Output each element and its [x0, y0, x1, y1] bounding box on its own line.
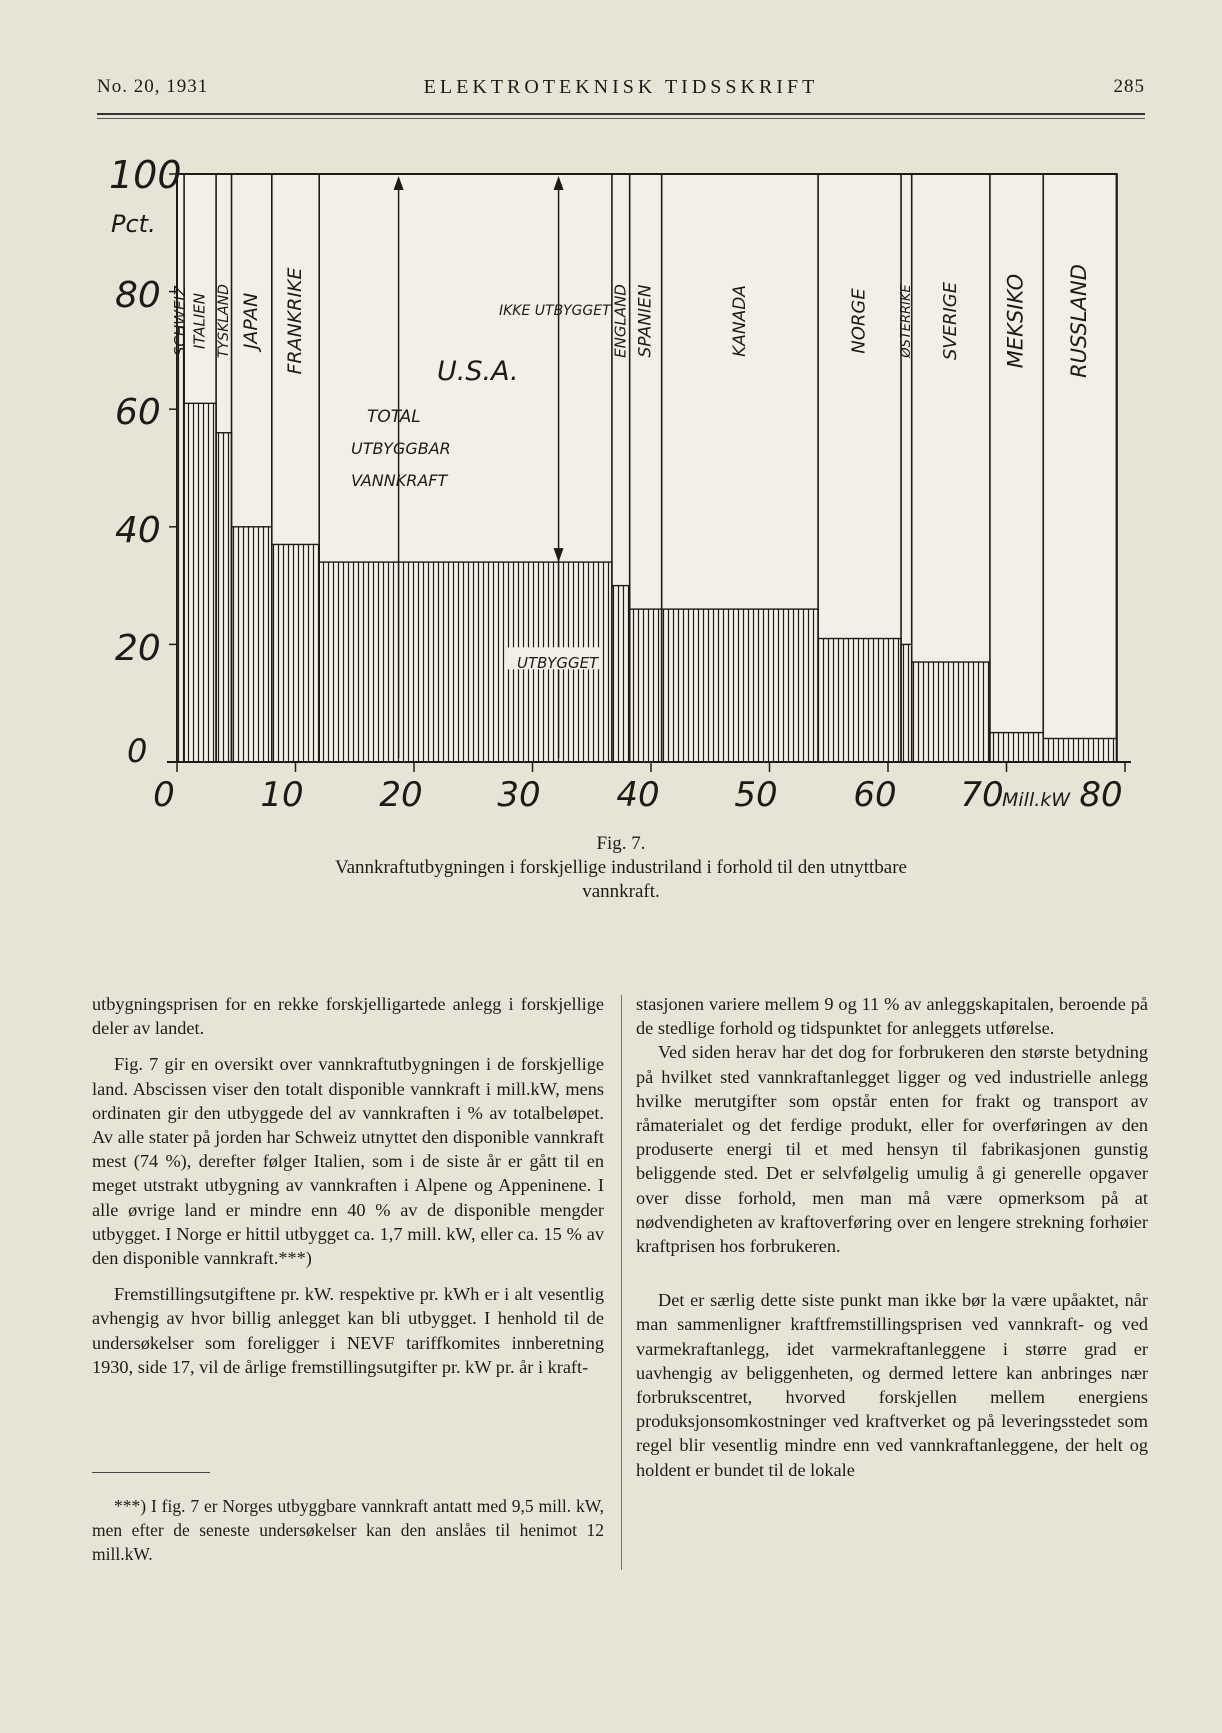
- label-utbygget: UTBYGGET: [517, 654, 599, 672]
- figure-caption: [300, 832, 942, 904]
- paragraph: utbygningsprisen for en rekke forskjelligartede anlegg i forskjellige deler av landet.: [92, 994, 604, 1039]
- header-rule-thin: [97, 118, 1145, 119]
- footnote: [92, 1494, 604, 1566]
- caption-fig-number: Fig. 7.: [596, 833, 646, 854]
- country-label-spanien: SPANIEN: [635, 284, 656, 358]
- y-tick-label-80: 80: [115, 275, 161, 316]
- plot-area: [167, 174, 1131, 772]
- country-label-tyskland: TYSKLAND: [215, 284, 232, 358]
- footnote-text: ***) I fig. 7 er Norges utbyggbare vannkraft antatt med 9,5 mill. kW, men efter de seneste undersøkelser kan den anslåes til henimot 12 mill.kW.: [92, 1496, 604, 1564]
- country-label-kanada: KANADA: [729, 285, 750, 357]
- y-unit-label: Pct.: [111, 210, 156, 238]
- header-rule: [97, 113, 1145, 115]
- label-ikke-utbygget: IKKE UTBYGGET: [499, 303, 611, 319]
- country-label-norge: NORGE: [848, 288, 870, 354]
- y-tick-label-0: 0: [127, 732, 148, 770]
- country-label-england: ENGLAND: [611, 284, 630, 358]
- y-tick-label-60: 60: [115, 392, 161, 433]
- page-number: 285: [1113, 76, 1145, 97]
- bar-utbygget-frankrike: [272, 544, 319, 762]
- column-divider: [621, 995, 622, 1570]
- bar-utbygget-spanien: [630, 609, 662, 762]
- label-usa: U.S.A.: [437, 356, 519, 387]
- label-total-2: UTBYGGBAR: [351, 439, 451, 458]
- bar-utbygget-kanada: [662, 609, 818, 762]
- y-tick-label-40: 40: [115, 510, 161, 551]
- bar-utbygget--sterrike: [901, 644, 912, 762]
- country-label-schweiz: SCHWEIZ: [171, 285, 190, 357]
- text-column-left: [92, 992, 604, 1379]
- hydropower-chart: [97, 150, 1157, 820]
- x-tick-label-20: 20: [379, 775, 423, 815]
- journal-title: ELEKTROTEKNISK TIDSSKRIFT: [423, 76, 819, 98]
- bar-utbygget-italien: [184, 403, 216, 762]
- label-total-1: TOTAL: [367, 407, 421, 427]
- bar-utbygget-meksiko: [990, 733, 1043, 762]
- x-tick-label-30: 30: [497, 775, 541, 815]
- country-label-sverige: SVERIGE: [939, 281, 961, 361]
- country-label-japan: JAPAN: [240, 292, 263, 350]
- country-label-russland: RUSSLAND: [1066, 264, 1091, 378]
- paragraph: Fremstillingsutgiftene pr. kW. respektive pr. kWh er i alt vesentlig avhengig av hvor billig anlegget kan bli utbygget. I henhold til de undersøkelser som foreligger i NEVF tariffkomites innberetning 1930, side 17, vil de årlige fremstillingsutgifter pr. kW pr. år i kraft-: [92, 1284, 604, 1377]
- country-label-frankrike: FRANKRIKE: [284, 267, 306, 375]
- page-header: [97, 76, 1145, 102]
- issue-number: No. 20, 1931: [97, 76, 209, 97]
- x-tick-label-80: 80: [1079, 775, 1123, 815]
- label-total-3: VANNKRAFT: [351, 471, 448, 490]
- country-label-italien: ITALIEN: [190, 293, 209, 349]
- x-unit-label: Mill.kW: [1002, 789, 1071, 811]
- paragraph: Ved siden herav har det dog for forbrukeren den største betydning på hvilket sted vannkraftanlegget ligger og ved industrielle anlegg hvilke merutgifter som opstår enten for frakt og transport av råmaterialet og det ferdige produkt, eller for overføringen av den produserte energi til et med hensyn til fabrikasjonen gunstig beliggende sted. Det er selvfølgelig umulig å gi generelle opgaver over disse forhold, men man må være opmerksom på at nødvendigheten av kraftoverføring over en lengere strekning forhøier kraftprisen hos forbrukeren.: [636, 1042, 1148, 1257]
- text-column-right: [636, 992, 1148, 1482]
- x-tick-label-40: 40: [616, 775, 660, 815]
- country-label--sterrike: ØSTERRIKE: [898, 284, 914, 358]
- paragraph: stasjonen variere mellem 9 og 11 % av anleggskapitalen, beroende på de stedlige forhold og tidspunktet for anleggets utførelse.: [636, 994, 1148, 1039]
- y-tick-label-20: 20: [115, 628, 161, 669]
- caption-text: Vannkraftutbygningen i forskjellige industriland i forhold til den utnyttbare vannkraft.: [335, 857, 907, 902]
- x-tick-label-50: 50: [734, 775, 778, 815]
- country-label-meksiko: MEKSIKO: [1003, 273, 1028, 369]
- bar-utbygget-japan: [232, 527, 272, 762]
- bar-utbygget-england: [612, 586, 630, 762]
- x-tick-label-60: 60: [853, 775, 897, 815]
- bar-utbygget-russland: [1043, 738, 1116, 762]
- x-tick-label-0: 0: [153, 775, 175, 815]
- bar-utbygget-schweiz: [177, 327, 184, 762]
- paragraph: Det er særlig dette siste punkt man ikke bør la være upåaktet, når man sammenligner kraftfremstillingsprisen ved vannkraft- og ved varmekraftanlegg, idet varmekraftanleggene i større grad er uavhengig av beliggenheten, og dermed lettere kan anbringes nær forbrukscentret, hvorved forskjellen mellem energiens produksjonsomkostninger ved kraftverket og på leveringsstedet som regel blir vesentlig mindre enn ved vannkraftanleggene, der helt og holdent er bundet til de lokale: [636, 1290, 1148, 1480]
- x-tick-label-10: 10: [260, 775, 304, 815]
- footnote-rule: [92, 1472, 210, 1473]
- x-tick-label-70: 70: [960, 775, 1004, 815]
- paragraph: Fig. 7 gir en oversikt over vannkraftutbygningen i de forskjellige land. Abscissen viser den totalt disponible vannkraft i mill.kW, mens ordinaten gir den utbyggede del av vannkraften i % av totalbeløpet. Av alle stater på jorden har Schweiz utnyttet den disponible vannkraft mest (74 %), derefter følger Italien, som i de siste år er gått til en meget utstrakt utbygning av vannkraften i Alpene og Appeninene. I alle øvrige land er mindre enn 40 % av de disponible mengder utbygget. I Norge er hittil utbygget ca. 1,7 mill. kW, eller ca. 15 % av den disponible vannkraft.***): [92, 1054, 604, 1269]
- y-top-label: 100: [109, 153, 182, 197]
- bar-utbygget-norge: [818, 639, 901, 762]
- bar-utbygget-tyskland: [216, 433, 231, 762]
- bar-utbygget-sverige: [912, 662, 990, 762]
